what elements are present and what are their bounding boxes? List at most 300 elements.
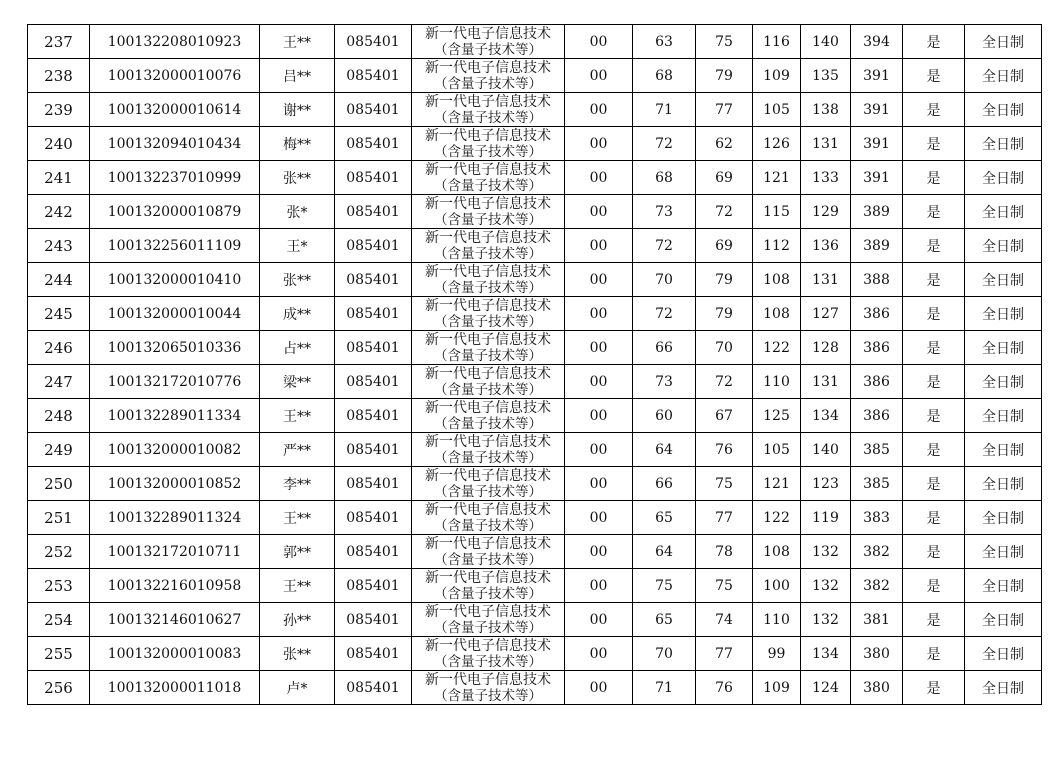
name-cell: 成**: [260, 297, 335, 331]
total-score-cell: 389: [851, 195, 903, 229]
score-foreign-language-cell: 62: [696, 127, 753, 161]
admitted-cell: 是: [903, 297, 965, 331]
score-subject-1-cell: 125: [753, 399, 801, 433]
major-code-cell: 085401: [335, 637, 412, 671]
score-politics-cell: 72: [633, 297, 696, 331]
study-mode-cell: 全日制: [965, 467, 1042, 501]
direction-code-cell: 00: [565, 569, 633, 603]
study-mode-cell: 全日制: [965, 365, 1042, 399]
major-name-line-1: 新一代电子信息技术: [425, 263, 551, 280]
total-score-cell: 382: [851, 569, 903, 603]
major-name-line-2: （含量子技术等）: [434, 619, 542, 636]
total-score-cell: 385: [851, 467, 903, 501]
admitted-cell: 是: [903, 467, 965, 501]
major-code-cell: 085401: [335, 263, 412, 297]
admitted-cell: 是: [903, 433, 965, 467]
study-mode-cell: 全日制: [965, 161, 1042, 195]
major-name-line-2: （含量子技术等）: [434, 687, 542, 704]
major-code-cell: 085401: [335, 93, 412, 127]
score-foreign-language-cell: 70: [696, 331, 753, 365]
score-subject-1-cell: 126: [753, 127, 801, 161]
admitted-cell: 是: [903, 331, 965, 365]
major-code-cell: 085401: [335, 535, 412, 569]
score-subject-2-cell: 124: [801, 671, 851, 705]
major-name-cell: [412, 263, 565, 297]
score-politics-cell: 72: [633, 127, 696, 161]
score-politics-cell: 63: [633, 25, 696, 59]
seq-cell: 245: [28, 297, 90, 331]
exam-id-cell: 100132289011334: [90, 399, 260, 433]
seq-cell: 243: [28, 229, 90, 263]
major-name-line-2: （含量子技术等）: [434, 41, 542, 58]
major-name-cell: [412, 161, 565, 195]
study-mode-cell: 全日制: [965, 603, 1042, 637]
major-name-line-1: 新一代电子信息技术: [425, 433, 551, 450]
score-politics-cell: 66: [633, 467, 696, 501]
total-score-cell: 380: [851, 637, 903, 671]
score-subject-2-cell: 132: [801, 603, 851, 637]
exam-id-cell: 100132172010711: [90, 535, 260, 569]
score-foreign-language-cell: 79: [696, 59, 753, 93]
name-cell: 王**: [260, 501, 335, 535]
name-cell: 梅**: [260, 127, 335, 161]
total-score-cell: 385: [851, 433, 903, 467]
table-row: [28, 637, 1042, 671]
seq-cell: 241: [28, 161, 90, 195]
score-subject-2-cell: 133: [801, 161, 851, 195]
score-foreign-language-cell: 74: [696, 603, 753, 637]
score-foreign-language-cell: 78: [696, 535, 753, 569]
major-name-line-2: （含量子技术等）: [434, 381, 542, 398]
exam-id-cell: 100132000010410: [90, 263, 260, 297]
score-politics-cell: 73: [633, 195, 696, 229]
exam-id-cell: 100132000010852: [90, 467, 260, 501]
major-code-cell: 085401: [335, 433, 412, 467]
major-name-line-1: 新一代电子信息技术: [425, 399, 551, 416]
major-name-cell: [412, 25, 565, 59]
study-mode-cell: 全日制: [965, 671, 1042, 705]
study-mode-cell: 全日制: [965, 93, 1042, 127]
seq-cell: 254: [28, 603, 90, 637]
major-name-cell: [412, 399, 565, 433]
major-name-line-1: 新一代电子信息技术: [425, 467, 551, 484]
name-cell: 李**: [260, 467, 335, 501]
exam-id-cell: 100132000010083: [90, 637, 260, 671]
admitted-cell: 是: [903, 671, 965, 705]
score-foreign-language-cell: 76: [696, 671, 753, 705]
direction-code-cell: 00: [565, 331, 633, 365]
major-name-line-1: 新一代电子信息技术: [425, 195, 551, 212]
direction-code-cell: 00: [565, 25, 633, 59]
major-name-line-2: （含量子技术等）: [434, 143, 542, 160]
score-foreign-language-cell: 79: [696, 297, 753, 331]
study-mode-cell: 全日制: [965, 501, 1042, 535]
score-politics-cell: 75: [633, 569, 696, 603]
name-cell: 谢**: [260, 93, 335, 127]
score-subject-2-cell: 131: [801, 263, 851, 297]
major-code-cell: 085401: [335, 229, 412, 263]
score-subject-1-cell: 100: [753, 569, 801, 603]
table-row: [28, 399, 1042, 433]
total-score-cell: 389: [851, 229, 903, 263]
major-code-cell: 085401: [335, 59, 412, 93]
score-politics-cell: 65: [633, 501, 696, 535]
seq-cell: 239: [28, 93, 90, 127]
seq-cell: 255: [28, 637, 90, 671]
score-subject-1-cell: 116: [753, 25, 801, 59]
exam-id-cell: 100132000010879: [90, 195, 260, 229]
exam-id-cell: 100132172010776: [90, 365, 260, 399]
exam-id-cell: 100132208010923: [90, 25, 260, 59]
admitted-cell: 是: [903, 365, 965, 399]
score-politics-cell: 60: [633, 399, 696, 433]
table-row: [28, 93, 1042, 127]
total-score-cell: 391: [851, 93, 903, 127]
score-politics-cell: 68: [633, 59, 696, 93]
direction-code-cell: 00: [565, 399, 633, 433]
score-foreign-language-cell: 72: [696, 365, 753, 399]
score-foreign-language-cell: 75: [696, 467, 753, 501]
study-mode-cell: 全日制: [965, 25, 1042, 59]
score-subject-2-cell: 138: [801, 93, 851, 127]
score-subject-1-cell: 121: [753, 467, 801, 501]
major-name-line-2: （含量子技术等）: [434, 415, 542, 432]
score-subject-2-cell: 128: [801, 331, 851, 365]
score-subject-1-cell: 105: [753, 93, 801, 127]
score-foreign-language-cell: 77: [696, 637, 753, 671]
admitted-cell: 是: [903, 229, 965, 263]
major-name-cell: [412, 433, 565, 467]
total-score-cell: 391: [851, 59, 903, 93]
admitted-cell: 是: [903, 263, 965, 297]
major-name-line-1: 新一代电子信息技术: [425, 59, 551, 76]
study-mode-cell: 全日制: [965, 637, 1042, 671]
major-name-cell: [412, 365, 565, 399]
table-body: [28, 25, 1042, 705]
name-cell: 占**: [260, 331, 335, 365]
major-code-cell: 085401: [335, 569, 412, 603]
exam-id-cell: 100132000011018: [90, 671, 260, 705]
score-politics-cell: 66: [633, 331, 696, 365]
major-code-cell: 085401: [335, 365, 412, 399]
major-name-line-1: 新一代电子信息技术: [425, 297, 551, 314]
score-subject-1-cell: 108: [753, 263, 801, 297]
direction-code-cell: 00: [565, 93, 633, 127]
seq-cell: 251: [28, 501, 90, 535]
score-politics-cell: 72: [633, 229, 696, 263]
study-mode-cell: 全日制: [965, 195, 1042, 229]
major-name-cell: [412, 297, 565, 331]
direction-code-cell: 00: [565, 433, 633, 467]
study-mode-cell: 全日制: [965, 535, 1042, 569]
total-score-cell: 391: [851, 127, 903, 161]
major-name-line-2: （含量子技术等）: [434, 347, 542, 364]
major-code-cell: 085401: [335, 501, 412, 535]
name-cell: 王**: [260, 569, 335, 603]
score-politics-cell: 71: [633, 671, 696, 705]
total-score-cell: 380: [851, 671, 903, 705]
direction-code-cell: 00: [565, 637, 633, 671]
table-row: [28, 263, 1042, 297]
exam-id-cell: 100132000010082: [90, 433, 260, 467]
seq-cell: 250: [28, 467, 90, 501]
table-row: [28, 433, 1042, 467]
study-mode-cell: 全日制: [965, 297, 1042, 331]
major-name-cell: [412, 637, 565, 671]
score-subject-2-cell: 119: [801, 501, 851, 535]
major-name-line-1: 新一代电子信息技术: [425, 569, 551, 586]
major-name-cell: [412, 501, 565, 535]
total-score-cell: 386: [851, 399, 903, 433]
direction-code-cell: 00: [565, 127, 633, 161]
exam-id-cell: 100132000010044: [90, 297, 260, 331]
major-name-cell: [412, 603, 565, 637]
total-score-cell: 388: [851, 263, 903, 297]
name-cell: 梁**: [260, 365, 335, 399]
admitted-cell: 是: [903, 25, 965, 59]
score-subject-2-cell: 129: [801, 195, 851, 229]
score-politics-cell: 70: [633, 263, 696, 297]
score-subject-1-cell: 108: [753, 297, 801, 331]
major-name-line-1: 新一代电子信息技术: [425, 603, 551, 620]
score-foreign-language-cell: 79: [696, 263, 753, 297]
score-subject-2-cell: 135: [801, 59, 851, 93]
study-mode-cell: 全日制: [965, 399, 1042, 433]
major-name-line-2: （含量子技术等）: [434, 653, 542, 670]
major-name-line-2: （含量子技术等）: [434, 245, 542, 262]
table-row: [28, 671, 1042, 705]
table-row: [28, 59, 1042, 93]
major-name-line-2: （含量子技术等）: [434, 449, 542, 466]
major-name-line-1: 新一代电子信息技术: [425, 229, 551, 246]
admitted-cell: 是: [903, 127, 965, 161]
direction-code-cell: 00: [565, 229, 633, 263]
score-subject-2-cell: 131: [801, 365, 851, 399]
table-row: [28, 603, 1042, 637]
major-name-line-1: 新一代电子信息技术: [425, 365, 551, 382]
table-row: [28, 331, 1042, 365]
major-code-cell: 085401: [335, 467, 412, 501]
direction-code-cell: 00: [565, 263, 633, 297]
major-name-line-2: （含量子技术等）: [434, 279, 542, 296]
major-name-cell: [412, 229, 565, 263]
table-row: [28, 501, 1042, 535]
score-subject-1-cell: 110: [753, 603, 801, 637]
major-name-line-2: （含量子技术等）: [434, 585, 542, 602]
direction-code-cell: 00: [565, 467, 633, 501]
score-politics-cell: 70: [633, 637, 696, 671]
major-name-cell: [412, 535, 565, 569]
major-name-line-1: 新一代电子信息技术: [425, 637, 551, 654]
score-subject-1-cell: 110: [753, 365, 801, 399]
table-row: [28, 161, 1042, 195]
seq-cell: 240: [28, 127, 90, 161]
major-name-cell: [412, 127, 565, 161]
major-name-line-1: 新一代电子信息技术: [425, 331, 551, 348]
major-name-line-2: （含量子技术等）: [434, 75, 542, 92]
score-foreign-language-cell: 69: [696, 229, 753, 263]
name-cell: 张**: [260, 637, 335, 671]
score-subject-2-cell: 132: [801, 535, 851, 569]
direction-code-cell: 00: [565, 161, 633, 195]
major-code-cell: 085401: [335, 671, 412, 705]
score-subject-2-cell: 132: [801, 569, 851, 603]
major-name-line-1: 新一代电子信息技术: [425, 535, 551, 552]
table-row: [28, 467, 1042, 501]
major-name-cell: [412, 93, 565, 127]
admitted-cell: 是: [903, 535, 965, 569]
name-cell: 孙**: [260, 603, 335, 637]
direction-code-cell: 00: [565, 195, 633, 229]
major-name-line-2: （含量子技术等）: [434, 177, 542, 194]
total-score-cell: 386: [851, 331, 903, 365]
exam-id-cell: 100132094010434: [90, 127, 260, 161]
score-subject-1-cell: 109: [753, 671, 801, 705]
study-mode-cell: 全日制: [965, 229, 1042, 263]
name-cell: 张*: [260, 195, 335, 229]
admitted-cell: 是: [903, 93, 965, 127]
score-politics-cell: 68: [633, 161, 696, 195]
exam-id-cell: 100132000010076: [90, 59, 260, 93]
exam-id-cell: 100132237010999: [90, 161, 260, 195]
exam-id-cell: 100132146010627: [90, 603, 260, 637]
name-cell: 王**: [260, 399, 335, 433]
direction-code-cell: 00: [565, 671, 633, 705]
table-row: [28, 229, 1042, 263]
seq-cell: 238: [28, 59, 90, 93]
admitted-cell: 是: [903, 569, 965, 603]
total-score-cell: 381: [851, 603, 903, 637]
score-subject-1-cell: 121: [753, 161, 801, 195]
major-code-cell: 085401: [335, 603, 412, 637]
direction-code-cell: 00: [565, 297, 633, 331]
total-score-cell: 391: [851, 161, 903, 195]
major-code-cell: 085401: [335, 161, 412, 195]
major-name-cell: [412, 467, 565, 501]
major-name-line-2: （含量子技术等）: [434, 483, 542, 500]
table-row: [28, 535, 1042, 569]
score-foreign-language-cell: 75: [696, 25, 753, 59]
direction-code-cell: 00: [565, 501, 633, 535]
admitted-cell: 是: [903, 637, 965, 671]
score-politics-cell: 64: [633, 433, 696, 467]
score-foreign-language-cell: 67: [696, 399, 753, 433]
major-name-line-1: 新一代电子信息技术: [425, 127, 551, 144]
major-code-cell: 085401: [335, 127, 412, 161]
major-name-cell: [412, 195, 565, 229]
score-politics-cell: 64: [633, 535, 696, 569]
table-row: [28, 195, 1042, 229]
admitted-cell: 是: [903, 195, 965, 229]
major-code-cell: 085401: [335, 25, 412, 59]
name-cell: 张**: [260, 263, 335, 297]
major-name-line-2: （含量子技术等）: [434, 517, 542, 534]
score-subject-1-cell: 115: [753, 195, 801, 229]
total-score-cell: 394: [851, 25, 903, 59]
admitted-cell: 是: [903, 161, 965, 195]
score-subject-2-cell: 134: [801, 399, 851, 433]
exam-id-cell: 100132000010614: [90, 93, 260, 127]
major-name-line-2: （含量子技术等）: [434, 211, 542, 228]
seq-cell: 237: [28, 25, 90, 59]
seq-cell: 248: [28, 399, 90, 433]
score-subject-2-cell: 127: [801, 297, 851, 331]
admitted-cell: 是: [903, 501, 965, 535]
major-name-cell: [412, 569, 565, 603]
name-cell: 卢*: [260, 671, 335, 705]
score-subject-1-cell: 122: [753, 331, 801, 365]
score-subject-2-cell: 140: [801, 25, 851, 59]
table-row: [28, 365, 1042, 399]
total-score-cell: 383: [851, 501, 903, 535]
major-name-line-1: 新一代电子信息技术: [425, 671, 551, 688]
name-cell: 吕**: [260, 59, 335, 93]
seq-cell: 244: [28, 263, 90, 297]
major-name-line-2: （含量子技术等）: [434, 313, 542, 330]
score-subject-1-cell: 108: [753, 535, 801, 569]
total-score-cell: 386: [851, 297, 903, 331]
admitted-cell: 是: [903, 59, 965, 93]
admitted-cell: 是: [903, 603, 965, 637]
score-subject-2-cell: 123: [801, 467, 851, 501]
name-cell: 王**: [260, 25, 335, 59]
study-mode-cell: 全日制: [965, 433, 1042, 467]
seq-cell: 247: [28, 365, 90, 399]
score-subject-2-cell: 131: [801, 127, 851, 161]
major-code-cell: 085401: [335, 195, 412, 229]
direction-code-cell: 00: [565, 535, 633, 569]
table-row: [28, 569, 1042, 603]
score-politics-cell: 71: [633, 93, 696, 127]
name-cell: 王*: [260, 229, 335, 263]
score-subject-2-cell: 136: [801, 229, 851, 263]
seq-cell: 249: [28, 433, 90, 467]
name-cell: 郭**: [260, 535, 335, 569]
table-row: [28, 25, 1042, 59]
admitted-cell: 是: [903, 399, 965, 433]
exam-id-cell: 100132065010336: [90, 331, 260, 365]
total-score-cell: 382: [851, 535, 903, 569]
direction-code-cell: 00: [565, 59, 633, 93]
seq-cell: 242: [28, 195, 90, 229]
score-subject-1-cell: 99: [753, 637, 801, 671]
table-row: [28, 127, 1042, 161]
score-subject-1-cell: 109: [753, 59, 801, 93]
direction-code-cell: 00: [565, 603, 633, 637]
major-name-line-1: 新一代电子信息技术: [425, 93, 551, 110]
score-subject-1-cell: 122: [753, 501, 801, 535]
major-name-line-1: 新一代电子信息技术: [425, 25, 551, 42]
score-politics-cell: 65: [633, 603, 696, 637]
major-name-line-2: （含量子技术等）: [434, 551, 542, 568]
name-cell: 张**: [260, 161, 335, 195]
score-politics-cell: 73: [633, 365, 696, 399]
score-foreign-language-cell: 69: [696, 161, 753, 195]
major-name-cell: [412, 671, 565, 705]
major-name-line-1: 新一代电子信息技术: [425, 161, 551, 178]
major-code-cell: 085401: [335, 297, 412, 331]
study-mode-cell: 全日制: [965, 569, 1042, 603]
major-name-cell: [412, 59, 565, 93]
major-code-cell: 085401: [335, 331, 412, 365]
study-mode-cell: 全日制: [965, 127, 1042, 161]
score-subject-2-cell: 140: [801, 433, 851, 467]
major-code-cell: 085401: [335, 399, 412, 433]
major-name-line-1: 新一代电子信息技术: [425, 501, 551, 518]
exam-id-cell: 100132289011324: [90, 501, 260, 535]
direction-code-cell: 00: [565, 365, 633, 399]
seq-cell: 246: [28, 331, 90, 365]
